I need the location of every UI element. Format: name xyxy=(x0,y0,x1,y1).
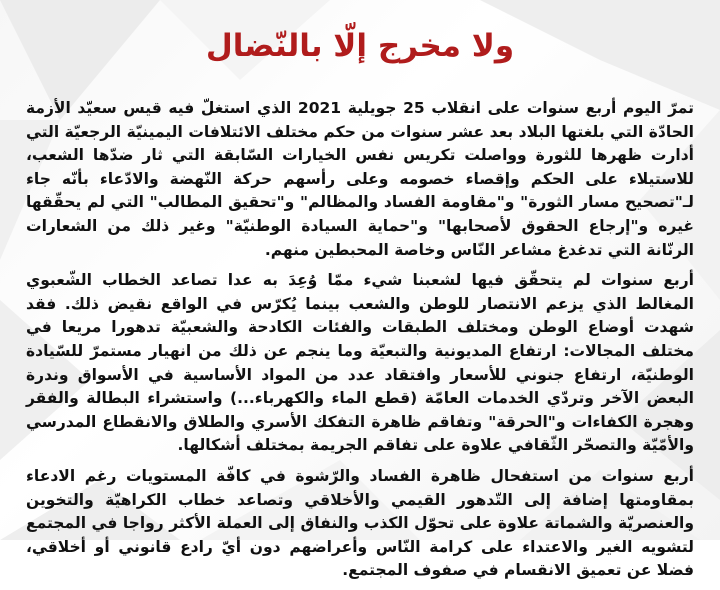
document-title: ولا مخرج إلّا بالنّضال xyxy=(205,28,515,64)
paragraph-2: أربع سنوات لم يتحقّق فيها لشعبنا شيء ممّا وُعِدَ به عدا تصاعد الخطاب الشّعبوي المغالط الذي يزعم الانتصار للوطن والشعب بينما يُكرّس في الواقع نقيض ذلك. فقد شهدت أوضاع الوطن ومختلف الطبقات والفئات الكادحة والشعبيّة تدهورا مريعا في مختلف المجالات: ارتفاع المديونية والتبعيّة وما ينجم عن ذلك من انهيار مستمرّ للسّيادة الوطنيّة، ارتفاع جنوني للأسعار وافتقاد عدد من المواد الأساسية في الأسواق وندرة البعض الآخر وتردّي الخدمات العامّة (قطع الماء والكهرباء...) واستشراء البطالة والفقر وهجرة الكفاءات و"الحرقة" وتفاقم ظاهرة التفكك الأسري والطلاق والانقطاع المدرسي والأمّيّة والتصحّر الثّقافي علاوة على تفاقم الجريمة بمختلف أشكالها. xyxy=(26,271,694,455)
paragraph-1: تمرّ اليوم أربع سنوات على انقلاب 25 جويلية 2021 الذي استغلّ فيه قيس سعيّد الأزمة الحادّة التي بلغتها البلاد بعد عشر سنوات من حكم مختلف الائتلافات اليمينيّة الرجعيّة التي أدارت ظهرها للثورة وواصلت تكريس نفس الخيارات السّابقة التي ثار ضدّها الشعب، للاستيلاء على الحكم وإقصاء خصومه وعلى رأسهم حركة النّهضة والادّعاء بأنّه جاء لـ"تصحيح مسار الثورة" و"مقاومة الفساد والمظالم" و"تحقيق المطالب" التي لم يحقّقها غيره و"إرجاع الحقوق لأصحابها" و"حماية السيادة الوطنيّة" وغير ذلك من الشعارات الرنّانة التي تدغدغ مشاعر النّاس وخاصة المحبطين منهم. xyxy=(26,99,694,259)
document-body xyxy=(26,97,694,590)
paragraph-3: أربع سنوات من استفحال ظاهرة الفساد والرّشوة في كافّة المستويات رغم الادعاء بمقاومتها إضافة إلى التّدهور القيمي والأخلاقي وتصاعد خطاب الكراهيّة والتخوين والعنصريّة والشماتة علاوة على تحوّل الكذب والنفاق إلى العملة الأكثر رواجا في المجتمع لتشويه الغير والاعتداء على كرامة النّاس وأعراضهم دون أيّ رادع قانوني أو أخلاقي، فضلا عن تعميق الانقسام في صفوف المجتمع. xyxy=(26,466,694,580)
